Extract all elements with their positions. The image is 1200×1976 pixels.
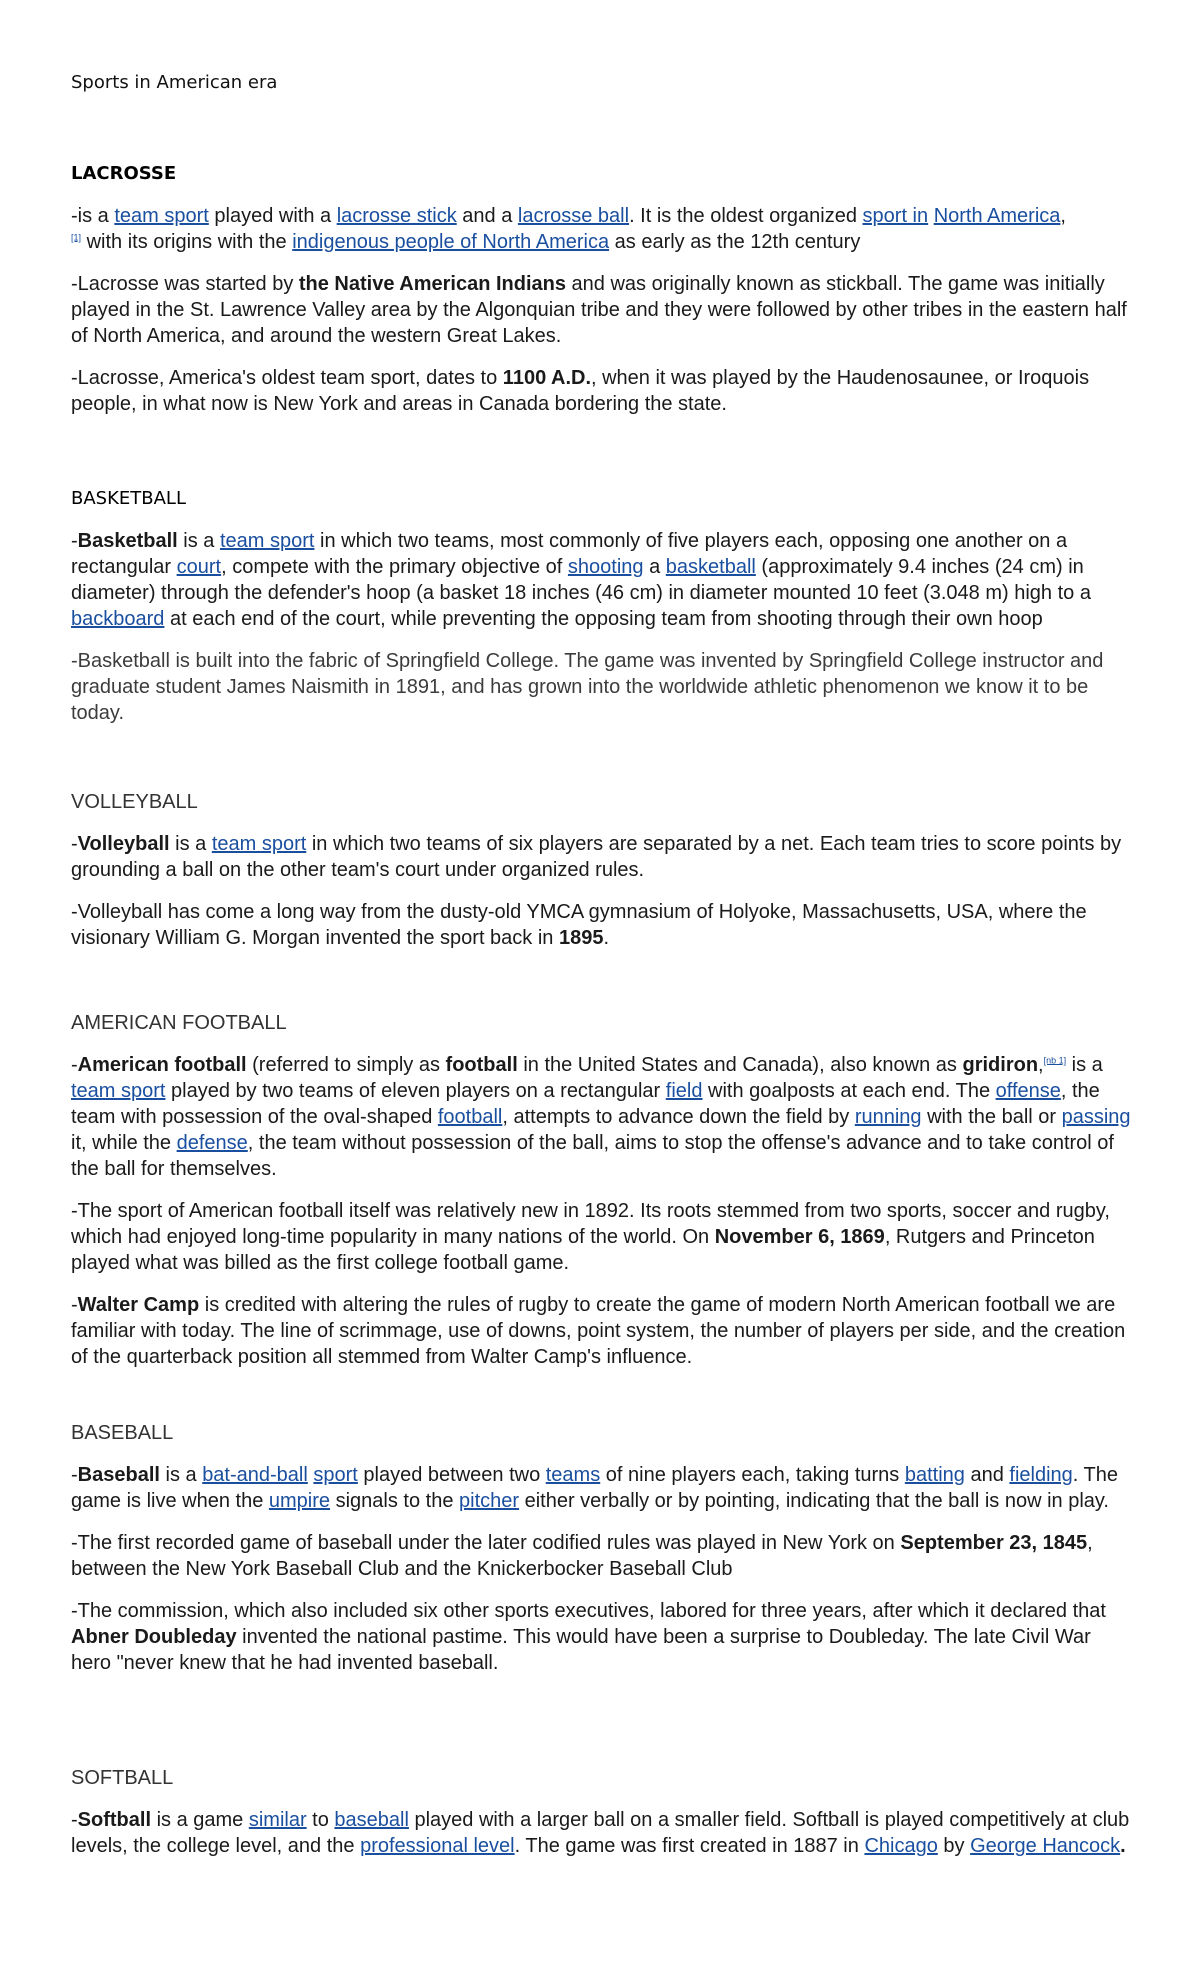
lacrosse-paragraph-3: -Lacrosse, America's oldest team sport, dates to 1100 A.D., when it was played by the Haudenosaunee, or Iroquois people, in what now is New York and areas in Canada bordering the state. [71,367,1090,415]
baseball-paragraph-3: -The commission, which also included six other sports executives, labored for three years, after which it declared that Abner Doubleday invented the national pastime. This would have been a surprise to Doubleday. The late Civil War hero "never knew that he had invented baseball. [71,1600,1106,1674]
link-team-sport[interactable]: team sport [71,1080,166,1102]
bold-text: Softball [77,1809,152,1831]
section-volleyball [71,790,1136,967]
basketball-paragraph-1: -Basketball is a team sport in which two teams, most commonly of five players each, opposing one another on a rectangular court, compete with the primary objective of shooting a basketball (approximately 9.4 inches (24 cm) in diameter) through the defender's hoop (a basket 18 inches (46 cm) in diameter mounted 10 feet (3.048 m) high to a backboard at each end of the court, while preventing the opposing team from shooting through their own hoop [71,530,1091,630]
link-indigenous-people[interactable]: indigenous people of North America [292,231,610,253]
document-title: Sports in American era [71,72,278,93]
link-umpire[interactable]: umpire [268,1490,331,1512]
link-sport-in[interactable]: sport in [862,205,929,227]
link-shooting[interactable]: shooting [567,556,644,578]
link-passing[interactable]: passing [1061,1106,1131,1128]
link-north-america[interactable]: North America [933,205,1061,227]
link-team-sport[interactable]: team sport [114,205,209,227]
link-defense[interactable]: defense [176,1132,248,1154]
bold-text: Volleyball [77,833,170,855]
link-team-sport[interactable]: team sport [211,833,307,855]
link-team-sport[interactable]: team sport [219,530,315,552]
link-professional-level[interactable]: professional level [360,1835,515,1857]
baseball-paragraph-1: -Baseball is a bat-and-ball sport played between two teams of nine players each, taking turns batting and fielding. The game is live when the umpire signals to the pitcher either verbally or by pointing, indicating that the ball is now in play. [71,1464,1118,1512]
link-sport[interactable]: sport [313,1464,358,1486]
link-court[interactable]: court [176,556,222,578]
link-football[interactable]: football [437,1106,503,1128]
football-paragraph-2: -The sport of American football itself was relatively new in 1892. Its roots stemmed from two sports, soccer and rugby, which had enjoyed long-time popularity in many nations of the world. On November 6, 1869, Rutgers and Princeton played what was billed as the first college football game. [71,1200,1110,1274]
link-bat-and-ball[interactable]: bat-and-ball [202,1464,308,1486]
link-batting[interactable]: batting [904,1464,965,1486]
footnote-ref [1044,1055,1067,1065]
football-paragraph-1: -American football (referred to simply as football in the United States and Canada), also known as gridiron,[nb 1] is a team sport played by two teams of eleven players on a rectangular field with goalposts at each end. The offense, the team with possession of the oval-shaped football, attempts to advance down the field by running with the ball or passing it, while the defense, the team without possession of the ball, aims to stop the offense's advance and to take control of the ball for themselves. [71,1054,1131,1180]
link-backboard[interactable]: backboard [71,608,165,630]
section-baseball [71,1421,1136,1692]
bold-text: September 23, 1845 [900,1532,1088,1554]
section-heading-baseball: BASEBALL [71,1422,174,1444]
link-chicago[interactable]: Chicago [864,1835,938,1857]
link-pitcher[interactable]: pitcher [459,1490,520,1512]
link-teams[interactable]: teams [545,1464,601,1486]
footnote-link[interactable]: [1] [71,232,82,243]
section-american-football [71,1011,1136,1386]
link-lacrosse-ball[interactable]: lacrosse ball [517,205,630,227]
footnote-ref [71,232,81,242]
section-heading-basketball: BASKETBALL [71,488,186,509]
softball-paragraph-1: -Softball is a game similar to baseball played with a larger ball on a smaller field. Softball is played competitively at club levels, the college level, and the professional level. The game was first created in 1887 in Chicago by George Hancock. [71,1809,1130,1857]
section-heading-american-football: AMERICAN FOOTBALL [71,1012,287,1034]
link-basketball[interactable]: basketball [665,556,756,578]
volleyball-paragraph-1: -Volleyball is a team sport in which two teams of six players are separated by a net. Each team tries to score points by grounding a ball on the other team's court under organized rules. [71,833,1122,881]
bold-text: football [445,1054,518,1076]
lacrosse-paragraph-1: -is a team sport played with a lacrosse stick and a lacrosse ball. It is the oldest organized sport in North America, [1] with its origins with the indigenous people of North America as early as the 12th century [71,205,1066,253]
link-offense[interactable]: offense [995,1080,1061,1102]
section-heading-lacrosse: LACROSSE [71,163,177,184]
section-heading-softball: SOFTBALL [71,1767,174,1789]
basketball-paragraph-2: -Basketball is built into the fabric of Springfield College. The game was invented by Springfield College instructor and graduate student James Naismith in 1891, and has grown into the worldwide athletic phenomenon we know it to be today. [71,650,1104,724]
section-heading-volleyball: VOLLEYBALL [71,791,198,813]
link-george-hancock[interactable]: George Hancock [970,1835,1121,1857]
bold-text: Abner Doubleday [71,1626,237,1648]
bold-text: Walter Camp [77,1294,200,1316]
section-lacrosse [71,162,1136,433]
bold-text: November 6, 1869 [714,1226,885,1248]
footnote-link[interactable]: [nb 1] [1043,1055,1067,1066]
lacrosse-paragraph-2: -Lacrosse was started by the Native American Indians and was originally known as stickball. The game was initially played in the St. Lawrence Valley area by the Algonquian tribe and they were followed by other tribes in the eastern half of North America, and around the western Great Lakes. [71,273,1127,347]
bold-text: 1100 A.D. [502,367,591,389]
volleyball-paragraph-2: -Volleyball has come a long way from the dusty-old YMCA gymnasium of Holyoke, Massachusetts, USA, where the visionary William G. Morgan invented the sport back in 1895. [71,901,1087,949]
link-similar[interactable]: similar [248,1809,307,1831]
section-softball [71,1766,1136,1875]
link-lacrosse-stick[interactable]: lacrosse stick [336,205,457,227]
link-field[interactable]: field [665,1080,703,1102]
football-paragraph-3: -Walter Camp is credited with altering the rules of rugby to create the game of modern North American football we are familiar with today. The line of scrimmage, use of downs, point system, the number of players per side, and the creation of the quarterback position all stemmed from Walter Camp's influence. [71,1294,1126,1368]
bold-text: Baseball [77,1464,160,1486]
bold-text: Basketball [77,530,178,552]
baseball-paragraph-2: -The first recorded game of baseball under the later codified rules was played in New York on September 23, 1845, between the New York Baseball Club and the Knickerbocker Baseball Club [71,1532,1093,1580]
bold-text: gridiron [962,1054,1039,1076]
link-fielding[interactable]: fielding [1009,1464,1073,1486]
bold-text: 1895 [558,927,604,949]
section-basketball [71,487,1136,742]
link-running[interactable]: running [854,1106,922,1128]
bold-text: the Native American Indians [298,273,566,295]
bold-text: American football [77,1054,247,1076]
link-baseball[interactable]: baseball [334,1809,409,1831]
